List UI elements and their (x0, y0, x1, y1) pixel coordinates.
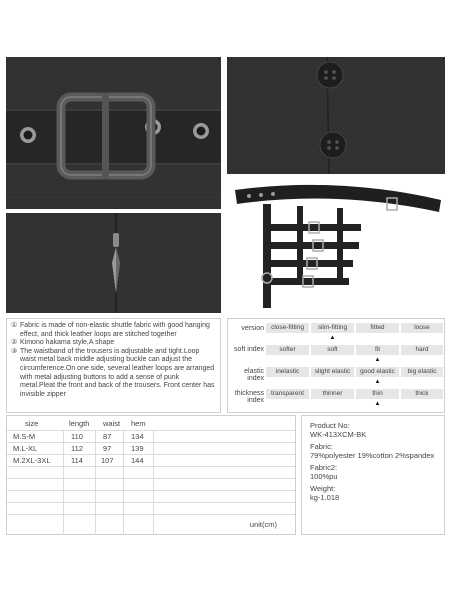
product-no-label: Product No: (310, 421, 350, 430)
photo-zipper (6, 213, 221, 313)
product-no: WK-413XCM-BK (310, 429, 367, 439)
fabric-label: Fabric: (310, 442, 333, 451)
index-option: fit (356, 345, 399, 355)
index-title: soft index (234, 346, 264, 353)
feature-description-box (6, 318, 221, 413)
index-option: big elastic (401, 367, 443, 377)
index-option: thick (401, 389, 443, 399)
divider (7, 442, 295, 443)
divider (95, 430, 96, 535)
index-row-elastic (228, 367, 446, 387)
index-title: elastic index (244, 368, 264, 382)
divider (7, 514, 295, 515)
size-cell: 114 (71, 456, 83, 465)
selected-marker-icon: ▲ (374, 379, 381, 385)
size-cell: 107 (101, 456, 114, 465)
index-option: thin (356, 389, 399, 399)
size-cell: 110 (71, 432, 83, 441)
index-row-soft (228, 345, 446, 365)
index-option: transparent (266, 389, 309, 399)
fabric2-value: 100%pu (310, 471, 338, 481)
size-cell: M.S-M (13, 432, 36, 441)
index-row-version (228, 323, 446, 343)
size-cell: 144 (131, 456, 144, 465)
divider (63, 430, 64, 535)
fabric2-label: Fabric2: (310, 463, 338, 472)
index-option: close-fitting (266, 323, 309, 333)
index-option: soft (311, 345, 354, 355)
weight-value: kg-1.018 (310, 492, 340, 502)
size-cell: M.2XL-3XL (13, 456, 51, 465)
photo-belt-buckle (6, 57, 221, 209)
index-title: version (241, 325, 264, 332)
photo-buttons (227, 57, 445, 174)
divider (123, 430, 124, 535)
index-option: thinner (311, 389, 354, 399)
feature-item: ③ The waistband of the trousers is adjustable and tight.Loop waist metal back middle adjusting buckle can adjust the circumference.On one side, several leather loops are arranged with metal adjusting buttons to add a sense of punk metal.Pleat the front and back of the trousers. Front center has invisible zipper (11, 347, 215, 398)
size-cell: M.L-XL (13, 444, 38, 453)
product-info-box (301, 415, 445, 535)
divider (7, 478, 295, 479)
index-option: good elastic (356, 367, 399, 377)
divider (7, 454, 295, 455)
size-header: waist (103, 419, 121, 428)
fabric-index-table (227, 318, 445, 413)
size-cell: 97 (103, 444, 112, 453)
size-cell: 134 (131, 432, 144, 441)
divider (7, 490, 295, 491)
selected-marker-icon: ▲ (374, 357, 381, 363)
index-option: slim-fitting (311, 323, 354, 333)
size-table (6, 415, 296, 535)
divider (7, 502, 295, 503)
divider (153, 430, 154, 535)
selected-marker-icon: ▲ (329, 335, 336, 341)
size-header: size (25, 419, 39, 428)
index-option: slight elastic (311, 367, 354, 377)
size-unit: unit(cm) (249, 520, 277, 529)
size-header: hem (131, 419, 146, 428)
weight-label: Weight: (310, 484, 336, 493)
index-option: fitted (356, 323, 399, 333)
photo-strap-harness (227, 178, 445, 313)
index-row-thickness (228, 389, 446, 411)
divider (7, 466, 295, 467)
feature-item: ② Kimono hakama style,A shape (11, 339, 115, 347)
selected-marker-icon: ▲ (374, 401, 381, 407)
index-option: softer (266, 345, 309, 355)
feature-item: ① Fabric is made of non-elastic shuttle fabric with good hanging effect, and thick leather loops are stitched together (11, 322, 210, 338)
fabric-value: 79%polyester 19%cotton 2%spandex (310, 450, 435, 460)
index-option: hard (401, 345, 443, 355)
divider (7, 430, 295, 431)
size-cell: 87 (103, 432, 112, 441)
index-option: loose (401, 323, 443, 333)
index-option: inelastic (266, 367, 309, 377)
size-header: length (69, 419, 90, 428)
index-title: thickness index (234, 390, 264, 404)
size-cell: 112 (71, 444, 83, 453)
size-cell: 139 (131, 444, 144, 453)
